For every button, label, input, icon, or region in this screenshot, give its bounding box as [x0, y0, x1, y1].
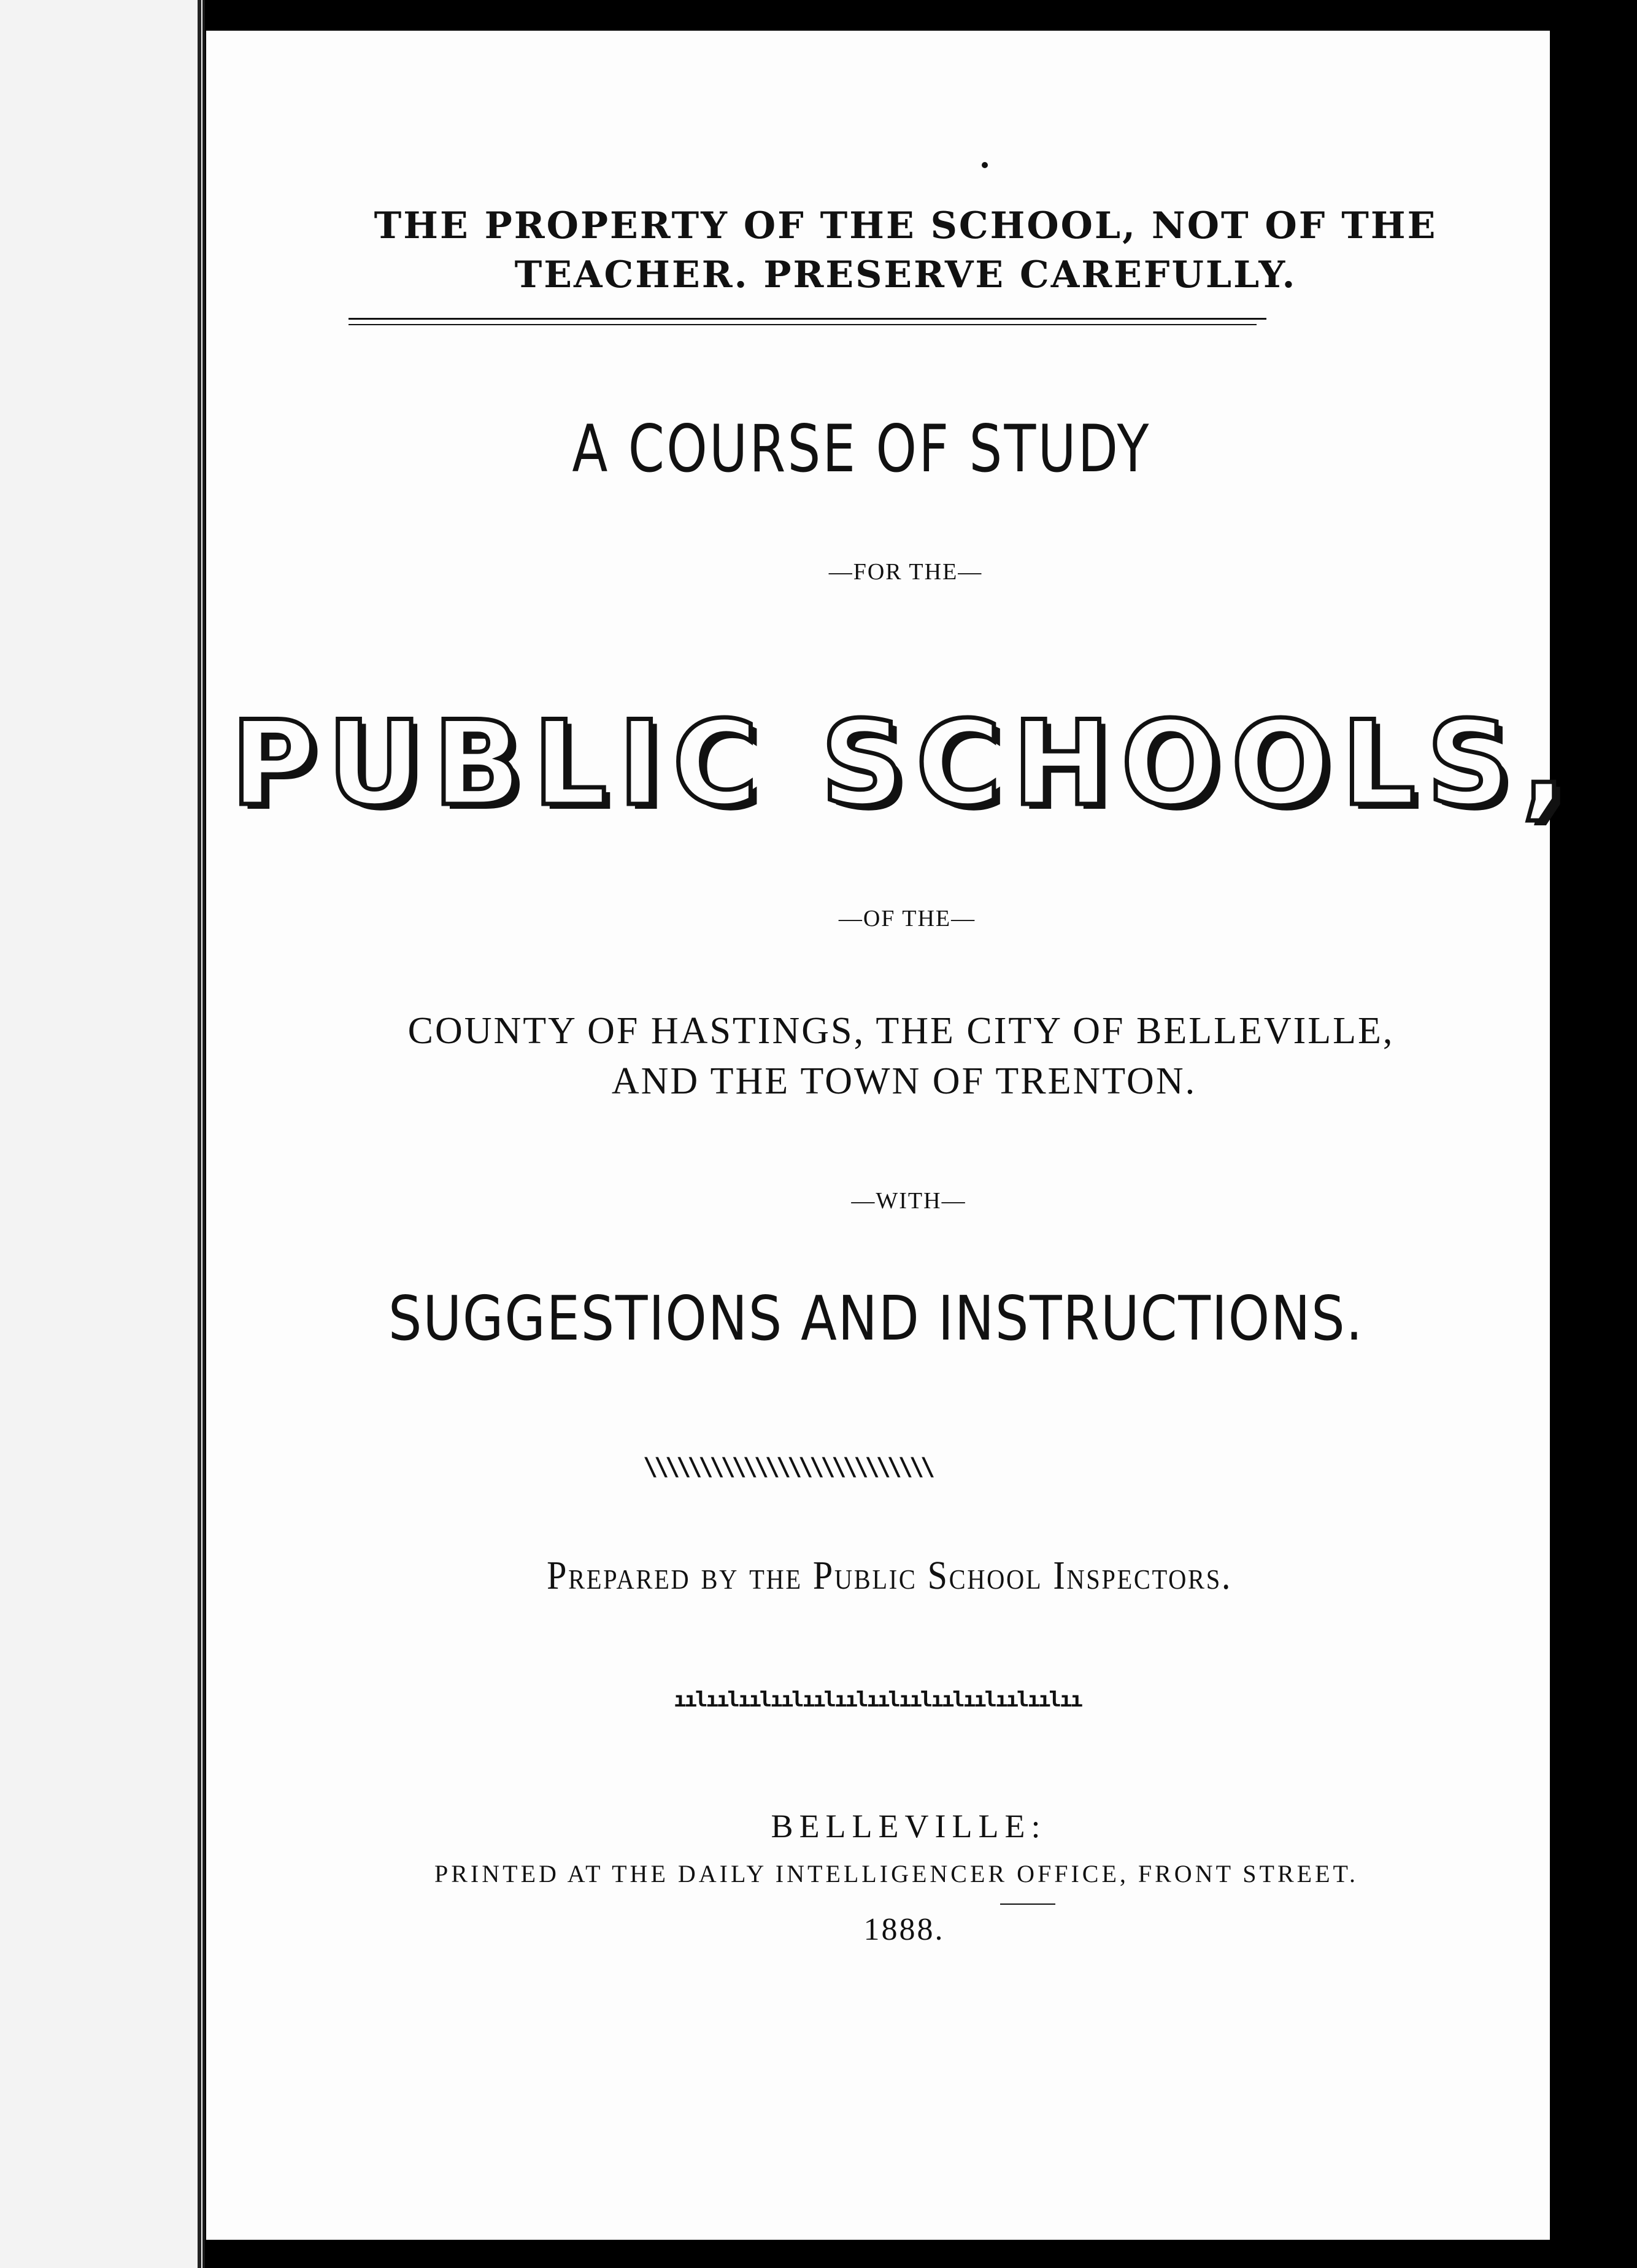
imprint-year: 1888. [863, 1912, 945, 1947]
imprint-printer: PRINTED AT THE DAILY INTELLIGENCER OFFICE, FRONT STREET. [434, 1860, 1358, 1888]
ornamental-rule-dotted: ıılıılıılıılıılıılıılıılıılıılıılıılıı [674, 1688, 1081, 1712]
header-rule-secondary [349, 324, 1257, 325]
binding-edge [198, 0, 201, 2268]
connector-for-the: —FOR THE— [828, 559, 983, 585]
main-title: PUBLIC SCHOOLS, [231, 696, 1577, 831]
property-notice [206, 201, 1550, 299]
property-notice-line-1: THE PROPERTY OF THE SCHOOL, NOT OF THE [374, 204, 1438, 247]
title-page [206, 31, 1577, 2240]
previous-page-edge [0, 0, 205, 2268]
county-line-1: COUNTY OF HASTINGS, THE CITY OF BELLEVILLE, [407, 1010, 1395, 1052]
year-rule [1000, 1904, 1055, 1905]
course-title: A COURSE OF STUDY [572, 411, 1151, 487]
subtitle: SUGGESTIONS AND INSTRUCTIONS. [388, 1282, 1364, 1354]
connector-of-the: —OF THE— [838, 906, 976, 932]
prepared-by-line: Prepared by the Public School Inspectors. [547, 1553, 1233, 1598]
header-rule [349, 318, 1266, 320]
ink-speck [982, 162, 988, 168]
imprint-city: BELLEVILLE: [771, 1808, 1047, 1845]
ornamental-rule-zigzag: \\\\\\\\\\\\\\\\\\\\\\\\\\ [643, 1453, 932, 1481]
property-notice-line-2: TEACHER. PRESERVE CAREFULLY. [514, 253, 1297, 296]
connector-with: —WITH— [851, 1188, 966, 1214]
county-line-2: AND THE TOWN OF TRENTON. [611, 1060, 1197, 1102]
